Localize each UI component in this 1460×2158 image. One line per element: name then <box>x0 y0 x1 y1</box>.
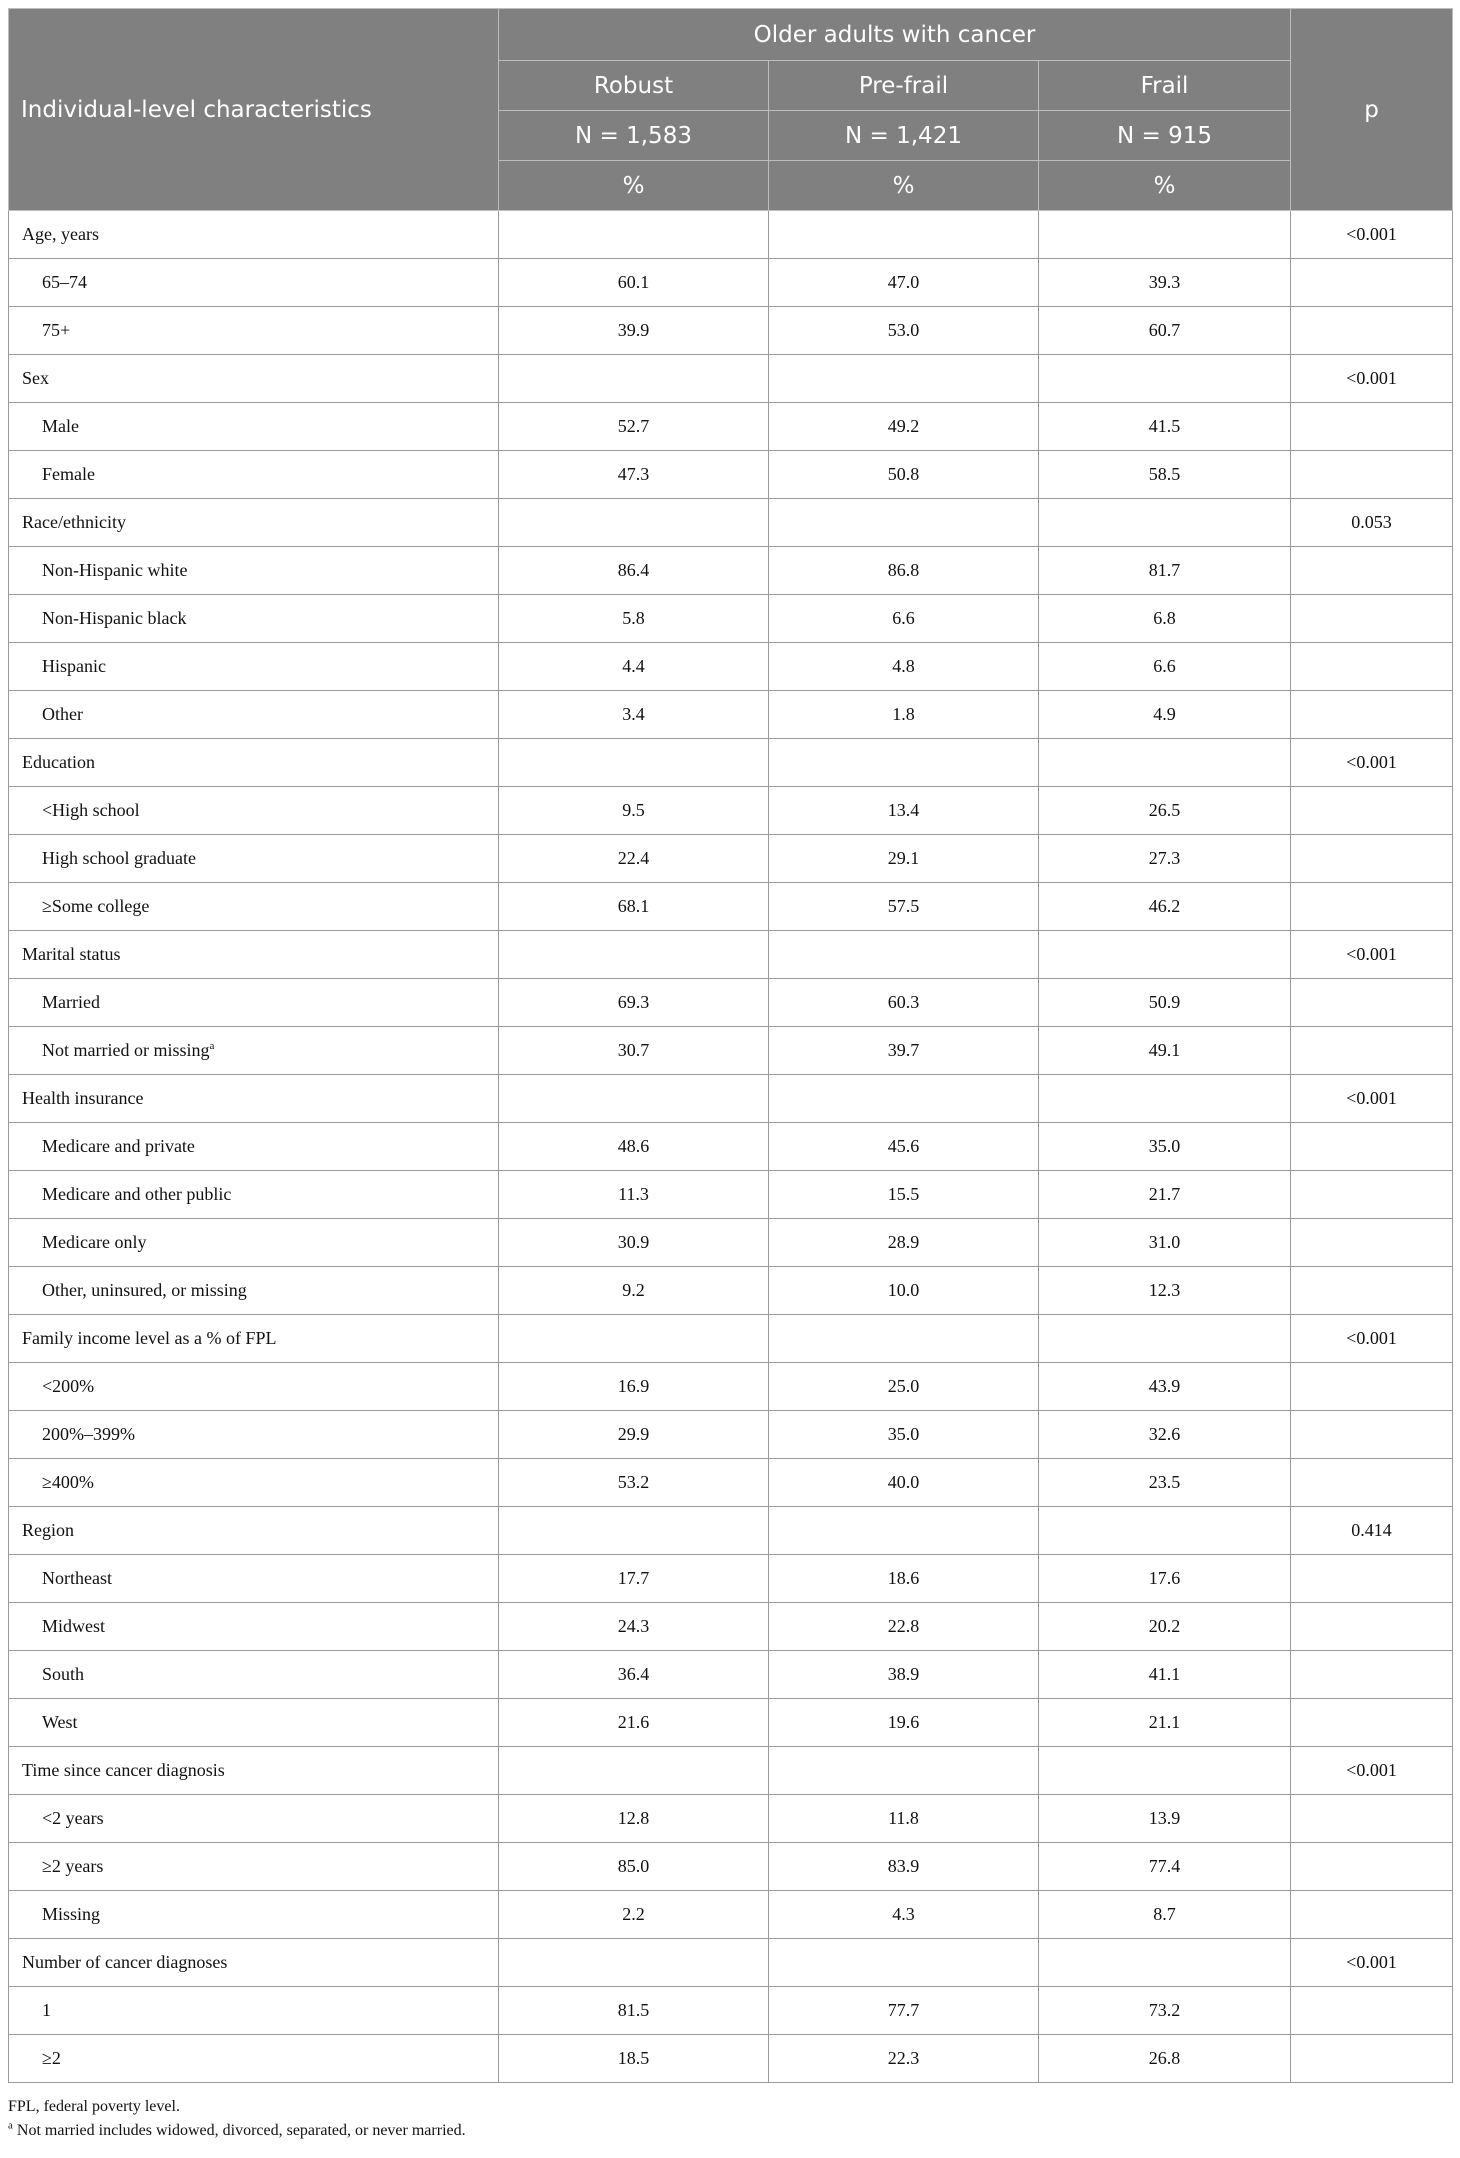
table-row <box>9 1267 1453 1315</box>
prefrail-value-cell <box>769 739 1039 787</box>
category-row <box>9 931 1453 979</box>
p-header: p <box>1291 9 1453 211</box>
table-row <box>9 787 1453 835</box>
p-value-cell <box>1291 1219 1453 1267</box>
row-label-text: Hispanic <box>42 656 106 676</box>
robust-value-cell <box>499 1939 769 1987</box>
p-value-cell <box>1291 1171 1453 1219</box>
robust-value-cell: 53.2 <box>499 1459 769 1507</box>
prefrail-value-cell: 28.9 <box>769 1219 1039 1267</box>
robust-value-cell: 30.7 <box>499 1027 769 1075</box>
category-label <box>9 1507 499 1555</box>
p-value-cell: <0.001 <box>1291 1747 1453 1795</box>
robust-value-cell: 60.1 <box>499 259 769 307</box>
table-row <box>9 451 1453 499</box>
frail-value-cell: 27.3 <box>1039 835 1291 883</box>
frail-value-cell <box>1039 1075 1291 1123</box>
category-label <box>9 1315 499 1363</box>
p-value-cell <box>1291 1555 1453 1603</box>
row-label <box>9 1795 499 1843</box>
row-label-text: <200% <box>42 1376 95 1396</box>
category-label <box>9 1747 499 1795</box>
row-label-text: Race/ethnicity <box>22 512 126 532</box>
frail-value-cell: 41.1 <box>1039 1651 1291 1699</box>
robust-value-cell: 86.4 <box>499 547 769 595</box>
frail-value-cell: 39.3 <box>1039 259 1291 307</box>
prefrail-value-cell: 15.5 <box>769 1171 1039 1219</box>
row-label-text: 75+ <box>42 320 71 340</box>
p-value-cell <box>1291 883 1453 931</box>
frail-value-cell <box>1039 1747 1291 1795</box>
table-row <box>9 691 1453 739</box>
robust-value-cell <box>499 931 769 979</box>
robust-value-cell: 4.4 <box>499 643 769 691</box>
table-row <box>9 403 1453 451</box>
robust-value-cell <box>499 355 769 403</box>
prefrail-value-cell: 18.6 <box>769 1555 1039 1603</box>
robust-value-cell: 68.1 <box>499 883 769 931</box>
row-label-text: Non-Hispanic black <box>42 608 187 628</box>
row-label <box>9 1891 499 1939</box>
table-row <box>9 643 1453 691</box>
row-label-text: Sex <box>22 368 49 388</box>
row-label <box>9 307 499 355</box>
row-label-text: <High school <box>42 800 140 820</box>
p-value-cell: <0.001 <box>1291 1315 1453 1363</box>
row-label <box>9 883 499 931</box>
frail-value-cell: 20.2 <box>1039 1603 1291 1651</box>
p-value-cell <box>1291 1891 1453 1939</box>
robust-value-cell: 5.8 <box>499 595 769 643</box>
table-row <box>9 1987 1453 2035</box>
prefrail-value-cell: 1.8 <box>769 691 1039 739</box>
p-value-cell <box>1291 1363 1453 1411</box>
table-body <box>9 211 1453 2083</box>
p-value-cell <box>1291 1843 1453 1891</box>
row-label-text: <2 years <box>42 1808 104 1828</box>
prefrail-value-cell: 77.7 <box>769 1987 1039 2035</box>
table-row <box>9 1843 1453 1891</box>
row-label <box>9 643 499 691</box>
prefrail-value-cell <box>769 355 1039 403</box>
prefrail-value-cell: 57.5 <box>769 883 1039 931</box>
table-row <box>9 1795 1453 1843</box>
row-label <box>9 979 499 1027</box>
frail-value-cell <box>1039 1315 1291 1363</box>
frail-value-cell: 35.0 <box>1039 1123 1291 1171</box>
category-row <box>9 1747 1453 1795</box>
table-row <box>9 1171 1453 1219</box>
row-label <box>9 835 499 883</box>
frail-value-cell: 81.7 <box>1039 547 1291 595</box>
robust-value-cell: 52.7 <box>499 403 769 451</box>
prefrail-value-cell: 35.0 <box>769 1411 1039 1459</box>
prefrail-value-cell: 11.8 <box>769 1795 1039 1843</box>
row-label-text: West <box>42 1712 78 1732</box>
frail-value-cell: 31.0 <box>1039 1219 1291 1267</box>
frail-value-cell: 21.1 <box>1039 1699 1291 1747</box>
p-value-cell: <0.001 <box>1291 1075 1453 1123</box>
prefrail-value-cell: 29.1 <box>769 835 1039 883</box>
robust-value-cell <box>499 1747 769 1795</box>
category-label <box>9 931 499 979</box>
row-label-text: Medicare only <box>42 1232 147 1252</box>
row-label <box>9 1219 499 1267</box>
table-row <box>9 1411 1453 1459</box>
p-value-cell <box>1291 1651 1453 1699</box>
p-value-cell <box>1291 691 1453 739</box>
p-value-cell: <0.001 <box>1291 1939 1453 1987</box>
row-label <box>9 259 499 307</box>
prefrail-value-cell: 86.8 <box>769 547 1039 595</box>
table-row <box>9 547 1453 595</box>
p-value-cell <box>1291 787 1453 835</box>
robust-value-cell: 29.9 <box>499 1411 769 1459</box>
frail-value-cell: 46.2 <box>1039 883 1291 931</box>
table-row <box>9 259 1453 307</box>
p-value-cell <box>1291 1123 1453 1171</box>
frail-header: Frail <box>1039 61 1291 111</box>
prefrail-value-cell <box>769 1507 1039 1555</box>
robust-value-cell: 39.9 <box>499 307 769 355</box>
row-label-text: ≥2 years <box>42 1856 104 1876</box>
table-row <box>9 979 1453 1027</box>
row-label-text: Northeast <box>42 1568 112 1588</box>
row-label-text: Education <box>22 752 95 772</box>
frail-value-cell: 43.9 <box>1039 1363 1291 1411</box>
robust-n: N = 1,583 <box>499 111 769 161</box>
row-label <box>9 1987 499 2035</box>
row-label-text: ≥400% <box>42 1472 94 1492</box>
frail-value-cell <box>1039 355 1291 403</box>
frail-value-cell <box>1039 499 1291 547</box>
prefrail-value-cell: 22.8 <box>769 1603 1039 1651</box>
p-value-cell: 0.053 <box>1291 499 1453 547</box>
prefrail-value-cell: 4.3 <box>769 1891 1039 1939</box>
p-value-cell <box>1291 835 1453 883</box>
robust-value-cell: 24.3 <box>499 1603 769 1651</box>
frail-value-cell: 32.6 <box>1039 1411 1291 1459</box>
group-header: Older adults with cancer <box>499 9 1291 61</box>
row-label <box>9 1123 499 1171</box>
row-label-text: Male <box>42 416 79 436</box>
row-label <box>9 787 499 835</box>
robust-value-cell: 17.7 <box>499 1555 769 1603</box>
row-label <box>9 403 499 451</box>
row-label-header: Individual-level characteristics <box>9 9 499 211</box>
frail-value-cell <box>1039 211 1291 259</box>
prefrail-value-cell <box>769 1315 1039 1363</box>
table-row <box>9 1891 1453 1939</box>
robust-value-cell: 9.2 <box>499 1267 769 1315</box>
row-label-text: Medicare and other public <box>42 1184 232 1204</box>
prefrail-value-cell: 19.6 <box>769 1699 1039 1747</box>
p-value-cell <box>1291 643 1453 691</box>
table-row <box>9 307 1453 355</box>
category-row <box>9 1315 1453 1363</box>
robust-value-cell: 81.5 <box>499 1987 769 2035</box>
p-value-cell <box>1291 1603 1453 1651</box>
row-label-text: Missing <box>42 1904 101 1924</box>
robust-value-cell: 22.4 <box>499 835 769 883</box>
table-row <box>9 1459 1453 1507</box>
prefrail-value-cell: 22.3 <box>769 2035 1039 2083</box>
frail-value-cell: 58.5 <box>1039 451 1291 499</box>
table-row <box>9 1699 1453 1747</box>
frail-value-cell: 8.7 <box>1039 1891 1291 1939</box>
characteristics-table <box>8 8 1453 2083</box>
row-label-text: 1 <box>42 2000 51 2020</box>
p-value-cell <box>1291 307 1453 355</box>
robust-value-cell <box>499 739 769 787</box>
prefrail-value-cell: 45.6 <box>769 1123 1039 1171</box>
prefrail-value-cell <box>769 1075 1039 1123</box>
prefrail-value-cell <box>769 931 1039 979</box>
prefrail-value-cell: 60.3 <box>769 979 1039 1027</box>
robust-value-cell: 2.2 <box>499 1891 769 1939</box>
robust-value-cell <box>499 1075 769 1123</box>
robust-value-cell: 11.3 <box>499 1171 769 1219</box>
footnote-a <box>8 2119 466 2143</box>
robust-value-cell: 47.3 <box>499 451 769 499</box>
robust-unit: % <box>499 161 769 211</box>
table-container <box>8 8 1452 2083</box>
row-label <box>9 1171 499 1219</box>
row-label-text: Family income level as a % of FPL <box>22 1328 277 1348</box>
category-label <box>9 1075 499 1123</box>
robust-value-cell: 48.6 <box>499 1123 769 1171</box>
p-value-cell <box>1291 547 1453 595</box>
footnote-a-text: Not married includes widowed, divorced, separated, or never married. <box>12 2122 466 2139</box>
row-label-text: Medicare and private <box>42 1136 195 1156</box>
prefrail-value-cell <box>769 1747 1039 1795</box>
table-header <box>9 9 1453 211</box>
frail-value-cell: 50.9 <box>1039 979 1291 1027</box>
p-value-cell <box>1291 1411 1453 1459</box>
p-value-cell: <0.001 <box>1291 931 1453 979</box>
row-label <box>9 2035 499 2083</box>
category-row <box>9 739 1453 787</box>
p-value-cell <box>1291 1795 1453 1843</box>
robust-value-cell: 18.5 <box>499 2035 769 2083</box>
frail-value-cell: 6.6 <box>1039 643 1291 691</box>
row-label <box>9 691 499 739</box>
row-label-text: Region <box>22 1520 74 1540</box>
category-label <box>9 1939 499 1987</box>
prefrail-value-cell: 40.0 <box>769 1459 1039 1507</box>
row-label <box>9 547 499 595</box>
p-value-cell <box>1291 979 1453 1027</box>
frail-value-cell <box>1039 1939 1291 1987</box>
row-label-text: Midwest <box>42 1616 105 1636</box>
row-label-text: South <box>42 1664 85 1684</box>
category-row <box>9 499 1453 547</box>
robust-value-cell: 21.6 <box>499 1699 769 1747</box>
prefrail-value-cell: 4.8 <box>769 643 1039 691</box>
prefrail-value-cell: 47.0 <box>769 259 1039 307</box>
robust-value-cell <box>499 1315 769 1363</box>
p-value-cell <box>1291 1459 1453 1507</box>
row-label-text: 65–74 <box>42 272 87 292</box>
row-label-text: ≥2 <box>42 2048 61 2068</box>
p-value-cell <box>1291 1699 1453 1747</box>
table-row <box>9 883 1453 931</box>
prefrail-value-cell: 25.0 <box>769 1363 1039 1411</box>
robust-value-cell <box>499 211 769 259</box>
robust-header: Robust <box>499 61 769 111</box>
frail-value-cell: 6.8 <box>1039 595 1291 643</box>
prefrail-n: N = 1,421 <box>769 111 1039 161</box>
prefrail-value-cell: 10.0 <box>769 1267 1039 1315</box>
row-label-text: Time since cancer diagnosis <box>22 1760 225 1780</box>
robust-value-cell <box>499 499 769 547</box>
p-value-cell <box>1291 2035 1453 2083</box>
category-row <box>9 1939 1453 1987</box>
p-value-cell: <0.001 <box>1291 739 1453 787</box>
p-value-cell <box>1291 259 1453 307</box>
table-row <box>9 595 1453 643</box>
robust-value-cell: 16.9 <box>499 1363 769 1411</box>
p-value-cell <box>1291 403 1453 451</box>
frail-value-cell: 26.8 <box>1039 2035 1291 2083</box>
row-label-text: Not married or missing <box>42 1040 210 1060</box>
p-value-cell <box>1291 595 1453 643</box>
row-label <box>9 595 499 643</box>
row-label-text: Health insurance <box>22 1088 144 1108</box>
category-label <box>9 499 499 547</box>
frail-value-cell <box>1039 739 1291 787</box>
prefrail-value-cell: 50.8 <box>769 451 1039 499</box>
table-row <box>9 1363 1453 1411</box>
category-label <box>9 739 499 787</box>
category-row <box>9 1507 1453 1555</box>
footnote-a-marker: a <box>8 2119 13 2132</box>
frail-value-cell: 21.7 <box>1039 1171 1291 1219</box>
row-label-text: High school graduate <box>42 848 196 868</box>
p-value-cell <box>1291 1987 1453 2035</box>
footnotes <box>8 2095 466 2143</box>
prefrail-value-cell <box>769 211 1039 259</box>
p-value-cell: <0.001 <box>1291 211 1453 259</box>
table-row <box>9 1651 1453 1699</box>
prefrail-value-cell: 83.9 <box>769 1843 1039 1891</box>
frail-value-cell: 77.4 <box>1039 1843 1291 1891</box>
frail-value-cell: 73.2 <box>1039 1987 1291 2035</box>
robust-value-cell: 30.9 <box>499 1219 769 1267</box>
frail-value-cell: 12.3 <box>1039 1267 1291 1315</box>
frail-value-cell <box>1039 1507 1291 1555</box>
robust-value-cell: 85.0 <box>499 1843 769 1891</box>
frail-value-cell: 17.6 <box>1039 1555 1291 1603</box>
row-label <box>9 1459 499 1507</box>
category-label <box>9 355 499 403</box>
row-label-text: Non-Hispanic white <box>42 560 188 580</box>
row-label-text: Age, years <box>22 224 99 244</box>
row-label <box>9 1267 499 1315</box>
robust-value-cell: 12.8 <box>499 1795 769 1843</box>
row-label-text: Female <box>42 464 95 484</box>
p-value-cell <box>1291 1267 1453 1315</box>
prefrail-value-cell: 6.6 <box>769 595 1039 643</box>
frail-value-cell: 13.9 <box>1039 1795 1291 1843</box>
frail-value-cell: 23.5 <box>1039 1459 1291 1507</box>
table-row <box>9 1219 1453 1267</box>
p-value-cell: <0.001 <box>1291 355 1453 403</box>
row-label-text: Number of cancer diagnoses <box>22 1952 228 1972</box>
footnote-fpl: FPL, federal poverty level. <box>8 2098 180 2115</box>
robust-value-cell: 69.3 <box>499 979 769 1027</box>
prefrail-value-cell: 38.9 <box>769 1651 1039 1699</box>
row-label <box>9 1411 499 1459</box>
table-row <box>9 1555 1453 1603</box>
robust-value-cell <box>499 1507 769 1555</box>
p-value-cell <box>1291 1027 1453 1075</box>
frail-n: N = 915 <box>1039 111 1291 161</box>
robust-value-cell: 9.5 <box>499 787 769 835</box>
frail-value-cell: 26.5 <box>1039 787 1291 835</box>
frail-unit: % <box>1039 161 1291 211</box>
category-label <box>9 211 499 259</box>
row-label-text: Other <box>42 704 83 724</box>
prefrail-value-cell: 53.0 <box>769 307 1039 355</box>
footnote-marker: a <box>209 1040 215 1052</box>
frail-value-cell: 41.5 <box>1039 403 1291 451</box>
row-label-text: ≥Some college <box>42 896 150 916</box>
frail-value-cell: 49.1 <box>1039 1027 1291 1075</box>
frail-value-cell: 60.7 <box>1039 307 1291 355</box>
prefrail-value-cell: 13.4 <box>769 787 1039 835</box>
row-label <box>9 1699 499 1747</box>
row-label-text: 200%–399% <box>42 1424 135 1444</box>
robust-value-cell: 36.4 <box>499 1651 769 1699</box>
category-row <box>9 1075 1453 1123</box>
prefrail-value-cell <box>769 499 1039 547</box>
row-label <box>9 1555 499 1603</box>
prefrail-value-cell: 39.7 <box>769 1027 1039 1075</box>
row-label-text: Other, uninsured, or missing <box>42 1280 247 1300</box>
robust-value-cell: 3.4 <box>499 691 769 739</box>
prefrail-value-cell <box>769 1939 1039 1987</box>
p-value-cell: 0.414 <box>1291 1507 1453 1555</box>
table-row <box>9 1027 1453 1075</box>
prefrail-value-cell: 49.2 <box>769 403 1039 451</box>
row-label <box>9 451 499 499</box>
prefrail-unit: % <box>769 161 1039 211</box>
frail-value-cell: 4.9 <box>1039 691 1291 739</box>
category-row <box>9 211 1453 259</box>
row-label-text: Married <box>42 992 100 1012</box>
row-label-text: Marital status <box>22 944 121 964</box>
table-row <box>9 835 1453 883</box>
prefrail-header: Pre-frail <box>769 61 1039 111</box>
p-value-cell <box>1291 451 1453 499</box>
table-row <box>9 1123 1453 1171</box>
table-row <box>9 1603 1453 1651</box>
row-label <box>9 1363 499 1411</box>
frail-value-cell <box>1039 931 1291 979</box>
row-label <box>9 1843 499 1891</box>
row-label <box>9 1603 499 1651</box>
row-label <box>9 1651 499 1699</box>
row-label <box>9 1027 499 1075</box>
table-row <box>9 2035 1453 2083</box>
category-row <box>9 355 1453 403</box>
